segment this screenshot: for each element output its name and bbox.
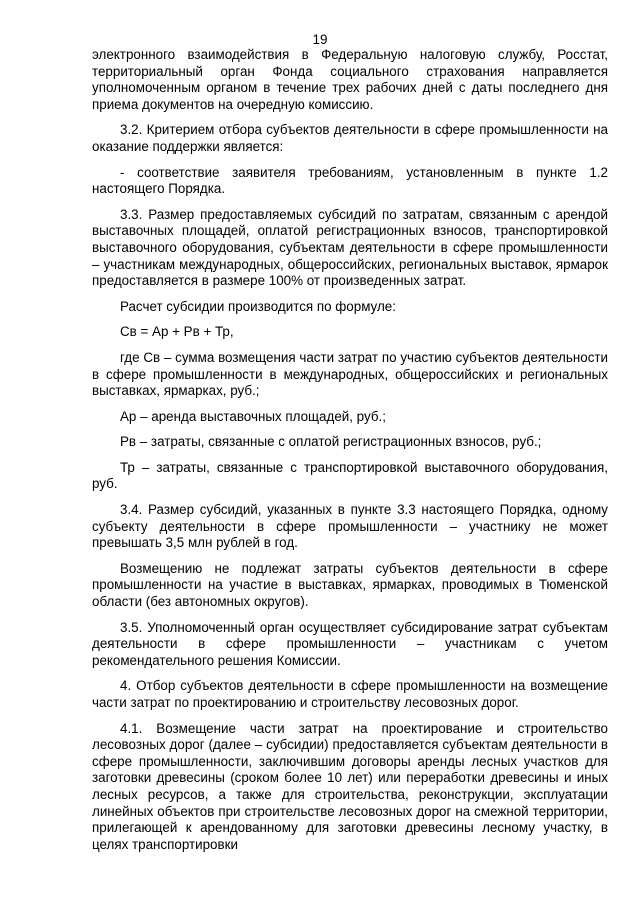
paragraph-3-4: 3.4. Размер субсидий, указанных в пункте 3.3 настоящего Порядка, одному субъекту деятельности в сфере промышленности – участнику не может превышать 3,5 млн рублей в год. — [92, 502, 608, 551]
paragraph-formula-def-sv: где Св – сумма возмещения части затрат по участию субъектов деятельности в сфере промышленности в международных, общероссийских и региональных выставках, ярмарках, руб.; — [92, 349, 608, 399]
paragraph-section-4: 4. Отбор субъектов деятельности в сфере промышленности на возмещение части затрат по проектированию и строительству лесовозных дорог. — [92, 678, 608, 710]
paragraph-3-3: 3.3. Размер предоставляемых субсидий по затратам, связанным с арендой выставочных площадей, оплатой регистрационных взносов, транспортировкой выставочного оборудования, субъектам деятельности в сфере промышленности – участникам международных, общероссийских, региональных выставок, ярмарок предоставляется в размере 100% от произведенных затрат. — [92, 206, 608, 289]
paragraph-continuation: электронного взаимодействия в Федеральную налоговую службу, Росстат, территориальный орган Фонда социального страхования направляется уполномоченным органом в течение трех рабочих дней с даты последнего дня приема документов на очередную комиссию. — [92, 47, 608, 112]
paragraph-calc-intro: Расчет субсидии производится по формуле: — [120, 298, 396, 314]
paragraph-3-2: 3.2. Критерием отбора субъектов деятельности в сфере промышленности на оказание поддержки является: — [92, 122, 608, 154]
paragraph-formula: Св = Ар + Рв + Тр, — [120, 324, 234, 340]
paragraph-formula-def-rv: Рв – затраты, связанные с оплатой регистрационных взносов, руб.; — [120, 434, 542, 450]
paragraph-3-5: 3.5. Уполномоченный орган осуществляет субсидирование затрат субъектам деятельности в сфере промышленности – участникам с учетом рекомендательного решения Комиссии. — [92, 619, 608, 668]
paragraph-4-1: 4.1. Возмещение части затрат на проектирование и строительство лесовозных дорог (далее – субсидии) предоставляется субъектам деятельности в сфере промышленности, заключившим договоры аренды лесных участков для заготовки древесины (сроком более 10 лет) или переработки древесины и иных лесных ресурсов, а также для строительства, реконструкции, эксплуатации линейных объектов при строительстве лесовозных дорог на смежной территории, прилегающей к арендованному для заготовки древесины лесному участку, в целях транспортировки — [92, 720, 608, 852]
document-body — [92, 47, 608, 862]
paragraph-criterion: - соответствие заявителя требованиям, установленным в пункте 1.2 настоящего Порядка. — [92, 164, 608, 197]
paragraph-formula-def-tr: Тр – затраты, связанные с транспортировкой выставочного оборудования, руб. — [92, 459, 608, 492]
paragraph-exclusion: Возмещению не подлежат затраты субъектов деятельности в сфере промышленности на участие в выставках, ярмарках, проводимых в Тюменской области (без автономных округов). — [92, 560, 608, 610]
page-number: 19 — [312, 32, 328, 47]
paragraph-formula-def-ar: Ар – аренда выставочных площадей, руб.; — [120, 408, 386, 424]
